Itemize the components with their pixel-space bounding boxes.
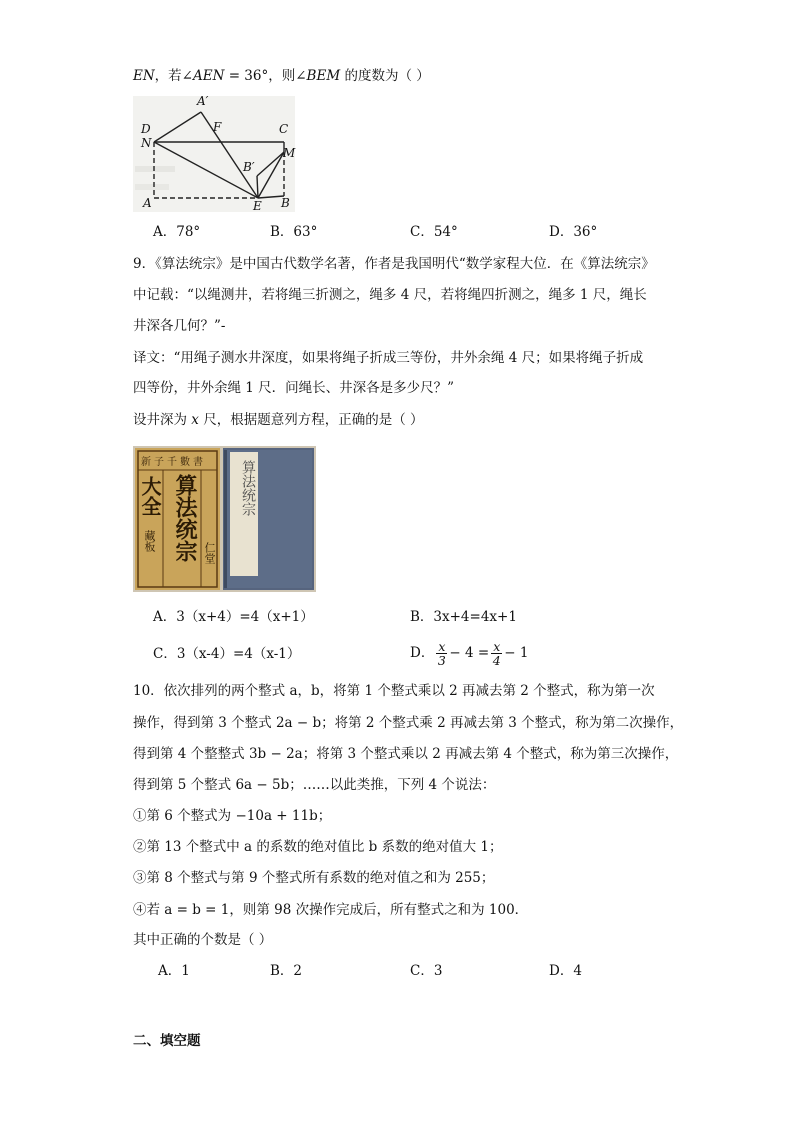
- q10-statement-2: ②第 13 个整式中 a 的系数的绝对值比 b 系数的绝对值大 1；: [133, 839, 503, 855]
- q10-option-a: A．1: [158, 963, 190, 979]
- q9-line-4: 译文：“用绳子测水井深度，如果将绳子折成三等份，井外余绳 4 尺；如果将绳子折成: [133, 350, 644, 366]
- q9-option-a: [153, 607, 314, 627]
- q9-line-5: 四等份，井外余绳 1 尺．问绳长、井深各是多少尺？”: [133, 380, 455, 396]
- q10-option-d: D．4: [549, 963, 582, 979]
- q9-option-a-text: 3（x+4）=4（x+1）: [176, 609, 314, 625]
- q8-option-a: A．78°: [153, 224, 201, 240]
- q8-stem-eq: = 36°，则∠: [224, 68, 307, 84]
- book-cover-top-text: 新子千數書: [141, 457, 206, 468]
- q9-option-d: [410, 638, 528, 668]
- q10-option-b: B．2: [270, 963, 303, 979]
- frac-1-denominator: 3: [437, 653, 446, 668]
- q9-option-d-frac-2: [491, 640, 502, 667]
- book-cover-big-text: 大全: [138, 476, 162, 516]
- q9-option-b-label: B．: [410, 609, 434, 625]
- label-e: E: [253, 199, 262, 213]
- label-m: M: [283, 146, 296, 160]
- label-a: A: [143, 196, 152, 210]
- frac-1-numerator: x: [438, 639, 446, 654]
- label-c: C: [279, 122, 289, 136]
- q9-option-d-frac-1: [436, 640, 447, 667]
- q8-angle-bem: BEM: [306, 68, 341, 84]
- frac-2-denominator: 4: [492, 653, 501, 668]
- label-a-prime: A′: [197, 94, 209, 108]
- book-cover-title-left: 算法统宗: [172, 474, 198, 562]
- q10-line-3: 得到第 4 个整整式 3b − 2a；将第 3 个整式乘以 2 再减去第 4 个整式，称为第三次操作，: [133, 746, 679, 762]
- q10-line-4: 得到第 5 个整式 6a − 5b；……以此类推，下列 4 个说法：: [133, 777, 496, 793]
- q9-line-1: 9．《算法统宗》是中国古代数学名著，作者是我国明代“数学家程大位．在《算法统宗》: [133, 256, 655, 272]
- q10-line-1: 10．依次排列的两个整式 a，b，将第 1 个整式乘以 2 再减去第 2 个整式，称为第一次: [133, 683, 655, 699]
- q8-stem-suffix: 的度数为（ ）: [340, 68, 430, 84]
- q9-option-b: [410, 607, 517, 627]
- q9-line-2: 中记载：“以绳测井，若将绳三折测之，绳多 4 尺，若将绳四折测之，绳多 1 尺，绳长: [133, 287, 647, 303]
- label-b-prime: B′: [243, 160, 255, 174]
- q8-geometry-svg: [133, 96, 295, 212]
- q9-option-b-text: 3x+4=4x+1: [433, 609, 517, 625]
- q9-line-6-a: 设井深为: [133, 412, 192, 428]
- q10-statement-4: ④若 a = b = 1，则第 98 次操作完成后，所有整式之和为 100．: [133, 902, 529, 918]
- q9-option-d-tail: − 1: [504, 645, 529, 661]
- q10-question: 其中正确的个数是（ ）: [133, 932, 273, 948]
- q8-angle-aen: AEN: [192, 68, 225, 84]
- q8-option-b: B．63°: [270, 224, 318, 240]
- book-cover-title-right: 算法统宗: [240, 460, 256, 516]
- book-cover-hall-text: 仁堂: [203, 542, 216, 564]
- label-b: B: [281, 196, 290, 210]
- q9-var-x: x: [191, 412, 199, 428]
- q9-line-3: 井深各几何？”-: [133, 318, 226, 334]
- label-f: F: [213, 120, 222, 134]
- q9-option-d-mid: − 4 =: [449, 645, 490, 661]
- label-d: D: [141, 122, 151, 136]
- q10-line-2: 操作，得到第 3 个整式 2a − b；将第 2 个整式乘 2 再减去第 3 个整式，称为第二次操作，: [133, 715, 684, 731]
- book-cover-small-text: 藏板: [143, 530, 156, 552]
- q8-option-d: D．36°: [549, 224, 598, 240]
- q8-stem: [133, 66, 430, 86]
- label-n: N: [141, 136, 152, 150]
- q8-stem-prefix: EN: [133, 68, 155, 84]
- q10-option-c: C．3: [410, 963, 443, 979]
- q8-option-c: C．54°: [410, 224, 458, 240]
- q8-stem-mid: ，若∠: [154, 68, 193, 84]
- q10-statement-3: ③第 8 个整式与第 9 个整式所有系数的绝对值之和为 255；: [133, 870, 495, 886]
- q9-line-6: [133, 410, 424, 430]
- q9-option-c-label: C．: [153, 646, 177, 662]
- q10-statement-1: ①第 6 个整式为 −10a + 11b；: [133, 808, 332, 824]
- frac-2-numerator: x: [493, 639, 501, 654]
- q8-geometry-figure: [133, 96, 295, 212]
- suanfa-tongzong-book-image: [133, 446, 316, 592]
- q9-option-c-text: 3（x-4）=4（x-1）: [176, 646, 301, 662]
- q9-option-a-label: A．: [153, 609, 177, 625]
- section-heading-fill-in: 二、填空题: [133, 1033, 201, 1049]
- q9-line-6-b: 尺，根据题意列方程，正确的是（ ）: [198, 412, 424, 428]
- q9-option-d-label: D．: [410, 645, 435, 661]
- q9-option-c: [153, 644, 300, 664]
